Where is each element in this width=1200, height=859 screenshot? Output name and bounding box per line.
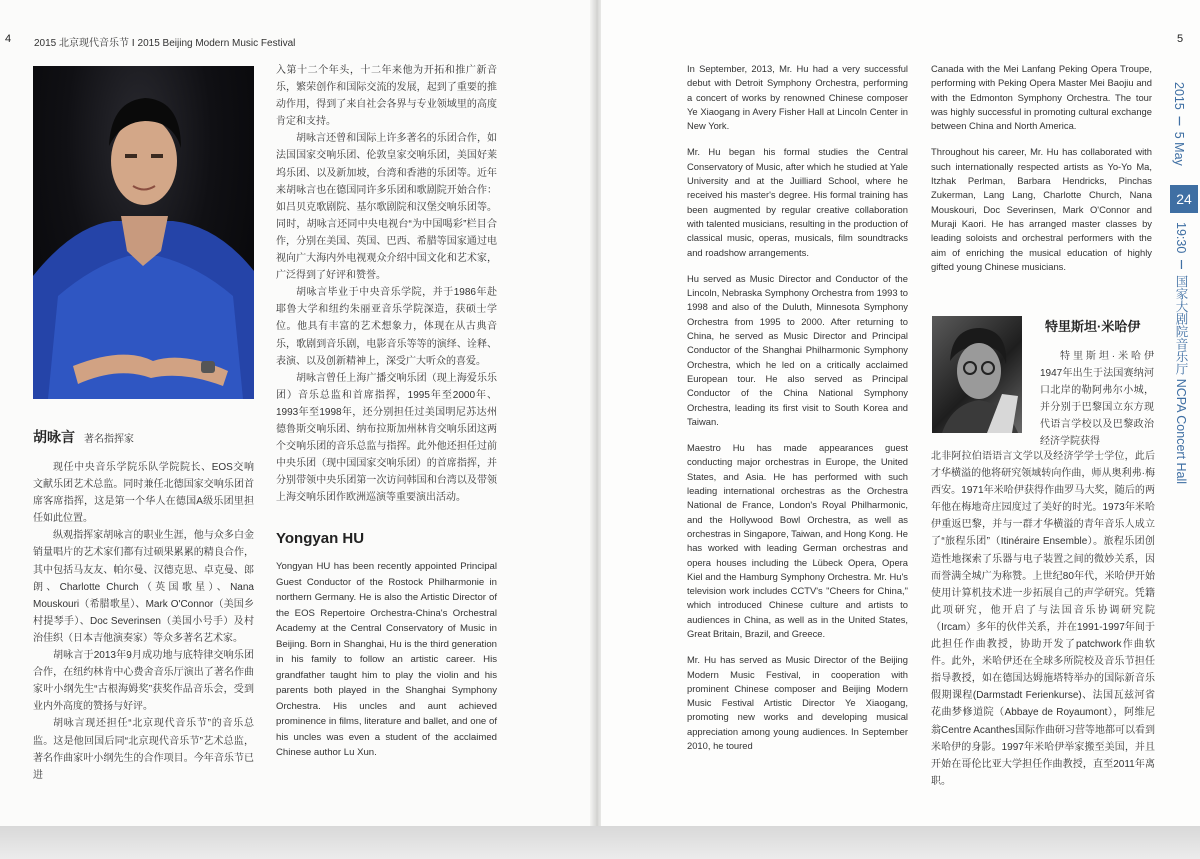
hu-bio-cn-paragraph: 胡咏言毕业于中央音乐学院，并于1986年赴耶鲁大学和纽约朱丽亚音乐学院深造，获硕士学位。他具有丰富的艺术想象力，体现在从古典音乐，歌剧到音乐剧，电影音乐等等的演绎、诠释、表演、以及创新精神上，深受广大听众的喜爱。 — [276, 287, 497, 367]
hu-bio-en-paragraph: Canada with the Mei Lanfang Peking Opera Troupe, performing with Peking Opera Master Mei Baojiu and with the Edmonton Symphony Orchestra. The tour was highly successful in promoting cultural exchange between China and North America. — [931, 63, 1152, 132]
tristan-murail-photo — [932, 316, 1022, 433]
running-header: 2015 北京现代音乐节 Ⅰ 2015 Beijing Modern Music Festival — [34, 38, 296, 49]
hu-bio-cn-column-2 — [276, 62, 497, 506]
hu-bio-en-paragraph: In September, 2013, Mr. Hu had a very successful debut with Detroit Symphony Orchestra, performing a concert of works by renowned Chinese composer Ye Xiaogang in Avery Fisher Hall at Lincoln Center in New York. — [687, 63, 908, 132]
en-name-heading: Yongyan HU — [276, 530, 365, 547]
hu-caption-title: 著名指挥家 — [84, 434, 134, 445]
hu-bio-cn-paragraph: 胡咏言现还担任“北京现代音乐节”的音乐总监。这是他回国后同“北京现代音乐节”艺术总监，著名作曲家叶小纲先生的合作项目。今年音乐节已进 — [33, 718, 254, 781]
hu-bio-en-paragraph: Yongyan HU has been recently appointed Principal Guest Conductor of the Rostock Philharmonie in northern Germany. He is also the Artistic Director of the EOS Repertoire Orchestra-China's Orchestral Academy at the Central Conservatory of Music in Beijing. Born in Shanghai, Hu is the third generation in his family to follow an artistic career. His grandfather taught him to play the violin and his parents both played in the Shanghai Symphony Orchestra. His uncles and aunt achieved prominence in films, literature and ballet, and one of his uncles was even a student of the acclaimed Chinese author Lu Xun. — [276, 561, 497, 758]
hu-bio-cn-paragraph: 现任中央音乐学院乐队学院院长、EOS交响文献乐团艺术总监。同时兼任北德国家交响乐团首席客席指挥，这是第一个华人在德国A级乐团里担任如此位置。 — [33, 462, 254, 525]
hu-bio-cn-paragraph: 胡咏言还曾和国际上许多著名的乐团合作，如法国国家交响乐团、伦敦皇家交响乐团，美国好莱坞乐团、以及新加坡，台湾和香港的乐团等。近年来胡咏言也在德国同许多乐团和歌剧院开始合作：如吕贝克歌剧院、基尔歌剧院和汉堡交响乐团等。同时，胡咏言还同中央电视台“为中国喝彩”栏目合作，分别在美国、英国、巴西、希腊等国家通过电视向广大海内外电视观众介绍中国文化和艺术家，广泛得到了好评和赞誉。 — [276, 133, 497, 282]
hu-bio-cn-column-1 — [33, 459, 254, 784]
tristan-murail-bio-paragraph: 北非阿拉伯语语言文学以及经济学学士学位，此后才华横溢的他将研究领域转向作曲，师从奥利弗·梅西安。1971年米哈伊获得作曲罗马大奖，随后的两年他在梅地奇庄园度过了美好的时光。1973年米哈伊重返巴黎，并与一群才华横溢的青年音乐人成立了“旅程乐团”（Itinéraire Ensemble）。旅程乐团创造性地探索了乐器与电子装置之间的微妙关系，因而誉满全城广为称赞。上世纪80年代，米哈伊开始使用计算机技术进一步拓展自己的声学研究。凭籍此项研究，他开启了与法国音乐协调研究院（Ircam）多年的伙伴关系，并在1991-1997年间于此担任作曲教授，协助开发了patchwork作曲软件。此外，米哈伊还在全球多所院校及音乐节担任指导教授，如在德国达姆施塔特举办的国际新音乐假期课程(Darmstadt Ferienkurse)、法国瓦兹河省花曲梦修道院（Abbaye de Royaumont），阿维尼翁Centre Acanthes国际作曲研习营等地都可以看到米哈伊的身影。1997年米哈伊举家搬至美国，并且开始在哥伦比亚大学担任作曲教授，直至2011年离职。 — [931, 451, 1155, 787]
left-page — [0, 0, 597, 830]
hu-yongyan-portrait — [33, 66, 254, 399]
hu-bio-en-paragraph: Hu served as Music Director and Conductor of the Lincoln, Nebraska Symphony Orchestra from 1993 to 1998 and also of the Duluth, Minnesota Symphony Orchestra from 1995 to 2000. After returning to China, he served as Music Director and Principal Conductor of the Shanghai Philharmonic Symphony Orchestra, which he led on a critically acclaimed European tour. He also served as Principal Conductor of the China National Symphony Orchestra, leading its first visit to South Korea and Taiwan. — [687, 272, 908, 427]
tristan-murail-bio-full — [931, 448, 1155, 802]
hu-bio-en-column-4 — [931, 62, 1152, 286]
hu-bio-cn-paragraph: 纵观指挥家胡咏言的职业生涯，他与众多白金销量唱片的艺术家们都有过硕果累累的精良合作，其中包括马友友、帕尔曼、汉德克思、卓克曼、郎朗、Charlotte Church（英国歌星）、Nana Mouskouri（希腊歌星）、Mark O'Connor（美国乡村提琴手）、Doc Severinsen（美国小号手）及村治佳织（日本吉他演奏家）等众多著名艺术家。 — [33, 530, 254, 644]
left-page-number: 4 — [5, 33, 12, 45]
hu-bio-en-paragraph: Mr. Hu has served as Music Director of the Beijing Modern Music Festival, in cooperation with prominent Chinese composer and Beijing Modern Music Festival Artistic Director Ye Xiaogang, promoting new works and developing musical appreciation among young audiences. In September 2010, he toured — [687, 654, 908, 752]
sidebar-day-badge: 24 — [1170, 185, 1198, 213]
hu-bio-en-column-2 — [276, 559, 497, 773]
tristan-murail-photo-figure — [932, 316, 1022, 433]
hu-bio-cn-paragraph: 胡咏言曾任上海广播交响乐团（现上海爱乐乐团）音乐总监和首席指挥，1995年至2000年、1993年至1998年，还分别担任过美国明尼苏达州德鲁斯交响乐团、纳布拉斯加州林肯交响乐团这两个交响乐团的音乐总监与指挥。此外他还担任过前中央乐团（现中国国家交响乐团）的首席指挥，并分别带领中央乐团第一次访问韩国和台湾以及带领上海交响乐团作欧洲巡演等重要演出活动。 — [276, 372, 497, 504]
tristan-murail-bio-narrow — [1040, 348, 1154, 463]
right-page-number: 5 — [1177, 33, 1184, 45]
bottom-page-edge — [0, 826, 1200, 859]
hu-bio-cn-paragraph: 胡咏言于2013年9月成功地与底特律交响乐团合作，在纽约林肯中心费舍音乐厅演出了著名作曲家叶小纲先生“古根海姆奖”获奖作品音乐会，受到业内外高度的赞扬与好评。 — [33, 650, 254, 713]
tristan-murail-bio-paragraph: 特里斯坦·米哈伊1947年出生于法国赛纳河口北岸的勒阿弗尔小城，并分别于巴黎国立东方现代语言学校以及巴黎政治经济学院获得 — [1040, 351, 1154, 448]
sidebar-date-top: 2015 Ⅰ 5 May — [1172, 82, 1186, 166]
hu-bio-en-paragraph: Mr. Hu began his formal studies the Central Conservatory of Music, after which he studied at Yale University and at the Juilliard School, where he received his master's degree. His formal training has been augmented by regular creative collaboration with talented musicians, resulting in the production of classical music, operas, musicals, film soundtracks and roadshow arrangements. — [687, 146, 908, 258]
hu-bio-cn-paragraph: 入第十二个年头，十二年来他为开拓和推广新音乐，繁荣创作和国际交流的发展，起到了重要的推动作用，得到了来自社会各界与专业领域里的高度肯定和支持。 — [276, 65, 497, 128]
tristan-murail-name: 特里斯坦·米哈伊 — [1045, 319, 1141, 334]
hu-yongyan-portrait-figure — [33, 66, 254, 399]
hu-bio-en-paragraph: Throughout his career, Mr. Hu has collaborated with such internationally respected artists as Yo-Yo Ma, Itzhak Perlman, Barbara Hendricks, Pinchas Zukerman, Lang Lang, Charlotte Church, Nana Mouskouri, Doc Severinsen, Mark O'Connor and Muraji Kaori. He has arranged master classes by leading soloists and orchestral performers with the aim of enriching the musical education of highly gifted young Chinese musicians. — [931, 146, 1152, 272]
hu-bio-en-paragraph: Maestro Hu has made appearances guest conducting major orchestras in Europe, the United States, and Asia. He has performed with such leading international orchestras as the Orchestra National de France, London's Royal Philharmonic, and the Hollywood Bowl Orchestra, as well as orchestras in Singapore, Taiwan, and Hong Kong. He has worked with leading German orchestras and opera houses including the Lübeck Opera, Opera Kiel and the Hamburg Symphony Orchestra. Mr. Hu's television work includes CCTV's "Cheers for China," which introduced Chinese culture and artists to audiences in China, as well as in the United States, Great Britain, Brazil, and Greece. — [687, 442, 908, 639]
hu-caption-name: 胡咏言 — [33, 429, 75, 445]
hu-bio-en-column-3 — [687, 62, 908, 765]
sidebar-date-bottom: 19:30 Ⅰ 国家大剧院音乐厅 NCPA Concert Hall — [1174, 222, 1188, 485]
